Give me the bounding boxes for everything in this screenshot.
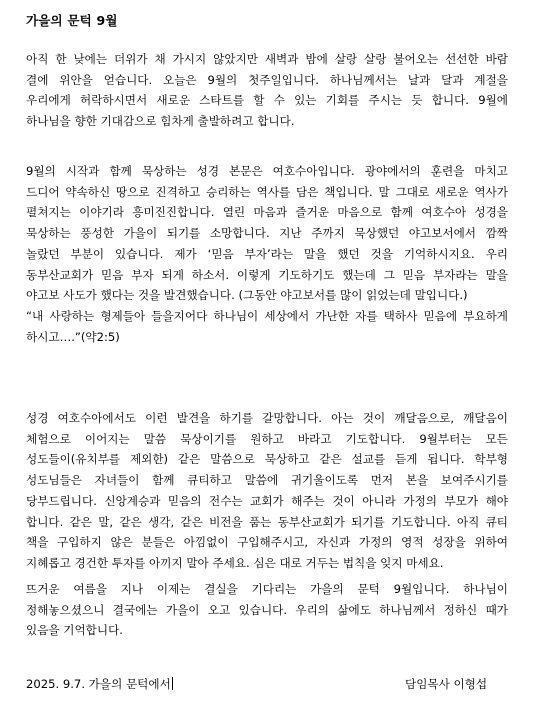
paragraph-line: 지혜롭고 경건한 투자를 아끼지 말아 주세요. 심은 대로 거두는 법칙을 잊지 마세요.	[26, 555, 444, 570]
paragraph-line: 우리에게 허락하시면서 새로운 스타트를 할 수 있는 기회를 주시는 듯 합니다. 9월에	[26, 93, 508, 108]
paragraph-line: 합니다. 같은 말, 같은 생각, 같은 비전을 품는 동부산교회가 되기를 기도합니다. 아직 큐티	[26, 514, 508, 529]
paragraph-line: 성도들이(유치부를 제외한) 같은 말씀으로 묵상하고 같은 설교를 듣게 됩니다. 학부형	[26, 452, 508, 467]
paragraph-line: 놀랐던 부분이 있습니다. 제가 ‘믿음 부자’라는 말을 했던 것을 기억하시지요. 우리	[26, 246, 508, 261]
paragraph-line: 결에 위안을 얻습니다. 오늘은 9월의 첫주일입니다. 하나님께서는 날과 달과 계절을	[26, 72, 508, 87]
paragraph-3	[26, 408, 508, 574]
paragraph-line: 펼쳐지는 이야기라 흥미진진합니다. 열린 마음과 즐거운 마음으로 함께 여호수아 성경을	[26, 205, 508, 220]
paragraph-line: 당부드립니다. 신앙계승과 믿음의 전수는 교회가 해주는 것이 아니라 가정의 부모가 해야	[26, 493, 508, 508]
paragraph-line: 성도님들은 자녀들이 함께 큐티하고 말씀에 귀기울이도록 먼저 본을 보여주시기를	[26, 473, 508, 488]
paragraph-1	[26, 49, 508, 132]
text-cursor	[172, 677, 173, 690]
paragraph-line: 드디어 약속하신 땅으로 진격하고 승리하는 역사를 담은 책입니다. 말 그대로 새로운 역사가	[26, 184, 508, 199]
paragraph-line: 성경 여호수아에서도 이런 발견을 하기를 갈망합니다. 아는 것이 깨달음으로, 깨달음이	[26, 411, 508, 425]
paragraph-line: 야고보 사도가 했다는 것을 발견했습니다. (그동안 야고보서를 많이 읽었는데 말입니다.)	[26, 288, 468, 303]
footer-signature: 담임목사 이형섭	[405, 677, 488, 691]
paragraph-line: 책을 구입하지 않은 분들은 아낌없이 구입해주시고, 자신과 가정의 영적 성장을 위하여	[26, 535, 508, 550]
paragraph-line: 체험으로 이어지는 말씀 묵상이기를 원하고 바라고 기도합니다. 9월부터는 모든	[26, 431, 508, 446]
paragraph-line: 있음을 기억합니다.	[26, 623, 123, 638]
paragraph-line: 동부산교회가 믿음 부자 되게 하소서. 이렇게 기도하기도 했는데 그 믿음 부자라는 말을	[26, 267, 508, 282]
document-title: 가을의 문턱 9월	[26, 13, 118, 28]
footer-date-place	[26, 676, 173, 692]
scripture-quote-line: “내 사랑하는 형제들아 들을지어다 하나님이 세상에서 가난한 자를 택하사 믿음에 부요하게	[26, 308, 508, 323]
paragraph-line: 묵상하는 풍성한 가을이 되기를 소망합니다. 지난 주까지 묵상했던 야고보서에서 깜짝	[26, 226, 508, 241]
paragraph-line: 9월의 시작과 함께 묵상하는 성경 본문은 여호수아입니다. 광야에서의 훈련을 마치고	[26, 164, 508, 178]
footer-date-text: 2025. 9.7. 가을의 문턱에서	[26, 677, 171, 691]
scripture-quote-line: 하시고….”(약2:5)	[26, 329, 120, 344]
paragraph-line: 정해놓으셨으니 결국에는 가을이 오고 있습니다. 우리의 삶에도 하나님께서 정하신 때가	[26, 602, 508, 617]
paragraph-line: 하나님을 향한 기대감으로 힘차게 출발하려고 합니다.	[26, 114, 295, 129]
paragraph-2	[26, 161, 508, 347]
paragraph-line: 뜨거운 여름을 지나 이제는 결실을 기다리는 가을의 문턱 9월입니다. 하나님이	[26, 582, 508, 596]
paragraph-4	[26, 579, 508, 641]
paragraph-line: 아직 한 낮에는 더위가 채 가시지 않았지만 새벽과 밤에 살랑 살랑 불어오는 선선한 바람	[26, 52, 508, 66]
